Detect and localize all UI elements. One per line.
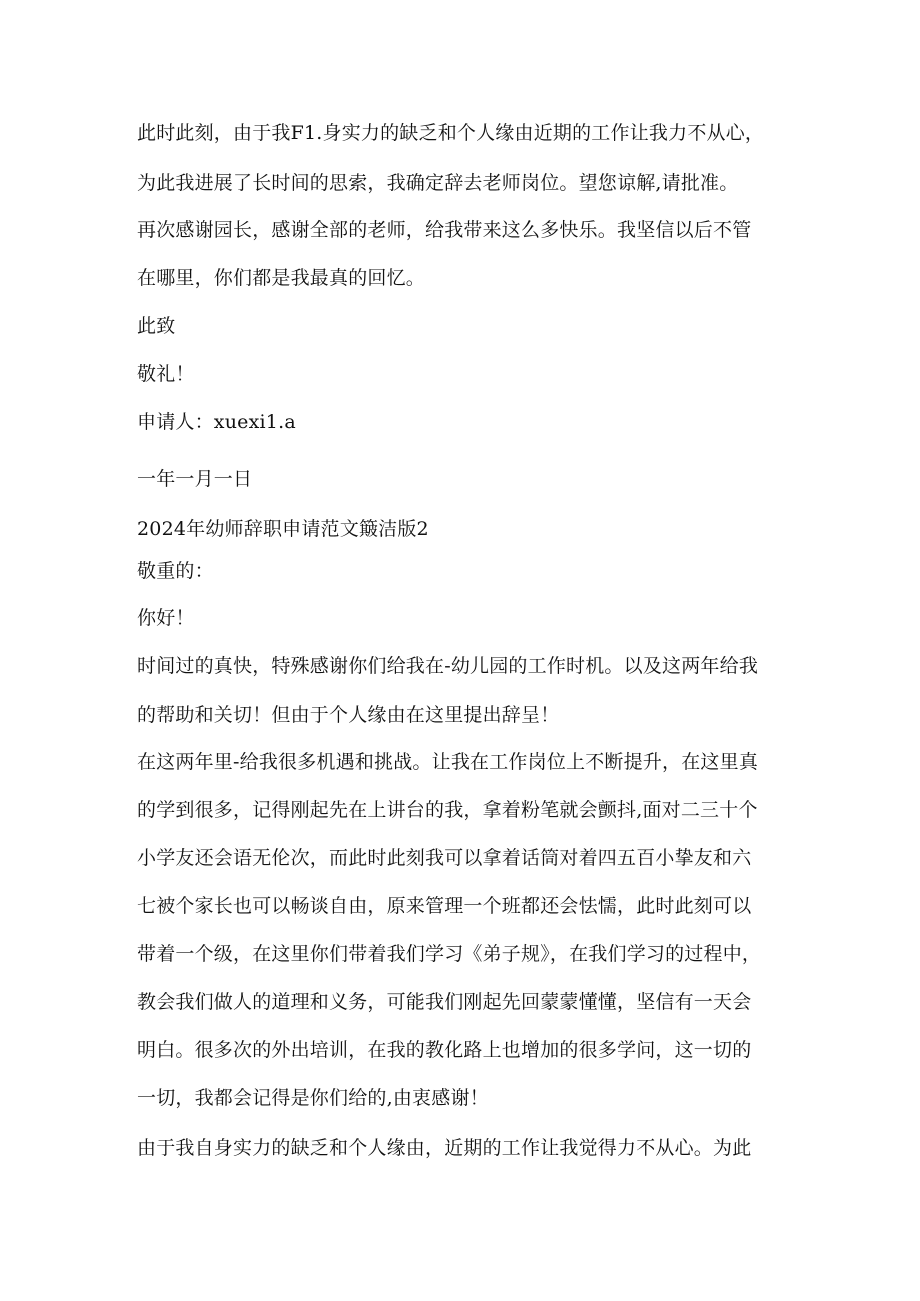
text-line: 为此我进展了长时间的思索，我确定辞去老师岗位。望您谅解,请批准。 (137, 172, 739, 194)
text-line: 时间过的真快，特殊感谢你们给我在-幼儿园的工作时机。以及这两年给我 (137, 655, 759, 677)
closing-regards: 敬礼！ (137, 363, 195, 385)
section-title: 2024年幼师辞职申请范文簸洁版2 (137, 518, 429, 540)
text-line: 的帮助和关切！但由于个人缘由在这里提出辞呈！ (137, 704, 560, 726)
text-line: 的学到很多，记得刚起先在上讲台的我，拿着粉笔就会颤抖,面对二三十个 (137, 799, 758, 821)
text-line: 此时此刻，由于我F1.身实力的缺乏和个人缘由近期的工作让我力不从心， (137, 122, 765, 144)
text-line: 小学友还会语无伦次，而此时此刻我可以拿着话筒对着四五百小挚友和六 (137, 847, 752, 869)
text-line: 再次感谢园长，感谢全部的老师，给我带来这么多快乐。我坚信以后不管 (137, 219, 752, 241)
closing-salutation: 此致 (137, 315, 176, 337)
applicant-signature: 申请人：xuexi1.a (137, 411, 296, 433)
text-line: 明白。很多次的外出培训，在我的教化路上也增加的很多学问，这一切的 (137, 1039, 752, 1061)
greeting: 你好！ (137, 607, 195, 629)
text-line: 在哪里，你们都是我最真的回忆。 (137, 267, 426, 289)
text-line: 教会我们做人的道理和义务，可能我们刚起先回蒙蒙懂懂，坚信有一天会 (137, 991, 752, 1013)
text-line: 七被个家长也可以畅谈自由，原来管理一个班都还会怯懦，此时此刻可以 (137, 895, 752, 917)
text-line: 带着一个级，在这里你们带着我们学习《弟子规》，在我们学习的过程中， (137, 943, 762, 965)
date-line: 一年一月一日 (137, 468, 253, 490)
text-line: 在这两年里-给我很多机遇和挑战。让我在工作岗位上不断提升，在这里真 (137, 751, 759, 773)
text-line: 一切，我都会记得是你们给的,由衷感谢！ (137, 1087, 489, 1109)
greeting-recipient: 敬重的： (137, 560, 214, 582)
text-line: 由于我自身实力的缺乏和个人缘由，近期的工作让我觉得力不从心。为此 (137, 1137, 752, 1159)
